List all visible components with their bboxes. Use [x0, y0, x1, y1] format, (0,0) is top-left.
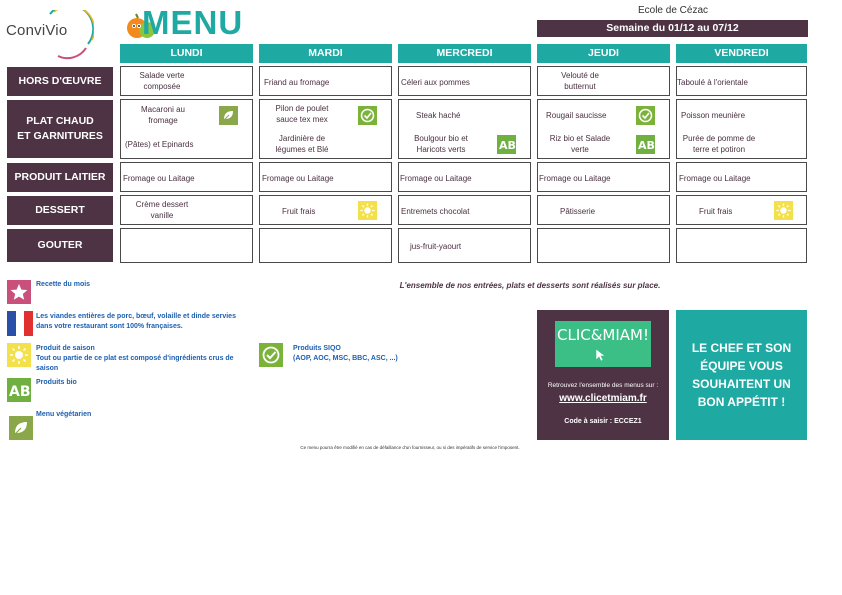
clicetmiam-logo-text: CLIC&MIAM! [556, 326, 649, 344]
menu-cell [537, 66, 670, 96]
dish-line: sauce tex mex [276, 115, 328, 124]
legend-line: Tout ou partie de ce plat est composé d'ingrédients crus de [36, 355, 234, 362]
menu-cell [537, 99, 670, 159]
bio-ab-icon [636, 135, 655, 154]
dish-text [121, 104, 205, 126]
legend-line: Produits SIQO [293, 345, 341, 352]
dish-text [677, 133, 761, 155]
svg-text:AB: AB [499, 139, 516, 152]
legend-vegetarien: Menu végétarien [36, 411, 92, 418]
row-label: DESSERT [35, 204, 85, 216]
clicetmiam-code: Code à saisir : ECCEZ1 [564, 418, 642, 425]
chef-message-text: LE CHEF ET SON ÉQUIPE VOUS SOUHAITENT UN BON APPÉTIT ! [691, 341, 792, 409]
dish-line: Haricots verts [416, 145, 466, 154]
siqo-check-icon [358, 106, 377, 125]
menu-cell [676, 66, 807, 96]
dish-text: (Pâtes) et Epinards [125, 140, 194, 149]
legend-line: saison [36, 365, 59, 372]
legend-line: Produit de saison [36, 345, 95, 352]
bio-ab-icon [7, 378, 31, 402]
row-label: HORS D'ŒUVRE [18, 75, 102, 87]
clicetmiam-info: Retrouvez l'ensemble des menus sur : [547, 382, 659, 389]
dish-line: Jardinière de [278, 134, 326, 143]
clicetmiam-link[interactable]: www.clicetmiam.fr [559, 393, 647, 404]
school-name: Ecole de Cézac [637, 5, 709, 16]
season-sun-icon [358, 201, 377, 220]
menu-cell [259, 162, 392, 192]
dish-text [260, 103, 344, 125]
day-header-mardi: MARDI [259, 44, 392, 63]
menu-cell [259, 99, 392, 159]
menu-cell [120, 228, 253, 263]
siqo-check-icon [259, 343, 283, 367]
svg-text:AB: AB [9, 384, 31, 400]
menu-cell [120, 195, 253, 225]
dish-text: Entremets chocolat [401, 207, 470, 216]
menu-cell [676, 228, 807, 263]
menu-cell [398, 66, 531, 96]
dish-text: Steak haché [416, 111, 461, 120]
vegetarian-icon [9, 416, 33, 440]
clicetmiam-logo [555, 321, 651, 367]
row-label: ET GARNITURES [17, 130, 103, 142]
dish-text [538, 70, 622, 92]
dish-line: composée [143, 82, 181, 91]
dish-text: Friand au fromage [264, 78, 330, 87]
dish-line: Salade verte [139, 71, 185, 80]
notice-text: L'ensemble de nos entrées, plats et desserts sont réalisés sur place. [399, 281, 661, 290]
season-sun-icon [7, 343, 31, 367]
bio-ab-icon [497, 135, 516, 154]
star-icon [7, 280, 31, 304]
dish-text: Fromage ou Laitage [539, 174, 611, 183]
dish-text [399, 133, 483, 155]
dish-line: Purée de pomme de [682, 134, 756, 143]
dish-line: légumes et Blé [275, 145, 329, 154]
chef-message [676, 310, 807, 440]
row-header-dessert [7, 196, 113, 225]
menu-cell [537, 195, 670, 225]
dish-line: butternut [564, 82, 596, 91]
dish-line: Macaroni au [140, 105, 186, 114]
menu-title-block [126, 4, 256, 44]
legend-line: dans votre restaurant sont 100% françaises. [36, 323, 183, 330]
day-header-lundi: LUNDI [120, 44, 253, 63]
dish-text: Fromage ou Laitage [679, 174, 751, 183]
dish-text: Céleri aux pommes [401, 78, 470, 87]
menu-cell [398, 195, 531, 225]
dish-text: Fromage ou Laitage [123, 174, 195, 183]
row-label: PLAT CHAUD [26, 115, 94, 127]
legend-recette: Recette du mois [36, 281, 91, 288]
menu-cell [120, 162, 253, 192]
legend-saison [36, 344, 256, 374]
dish-text: Taboulé à l'orientale [677, 78, 748, 87]
dish-text: Pâtisserie [560, 207, 596, 216]
menu-cell [676, 99, 807, 159]
legend-bio: Produits bio [36, 379, 77, 386]
dish-line: Boulgour bio et [414, 134, 468, 143]
menu-cell [259, 66, 392, 96]
menu-cell [676, 162, 807, 192]
menu-cell [120, 99, 253, 159]
row-label: GOUTER [37, 239, 83, 251]
dish-text: Rougail saucisse [546, 111, 607, 120]
week-banner: Semaine du 01/12 au 07/12 [537, 20, 808, 37]
dish-line: terre et potiron [692, 145, 746, 154]
row-header-plat-chaud [7, 100, 113, 158]
dish-text [260, 133, 344, 155]
menu-cell [676, 195, 807, 225]
legend-viandes [36, 312, 236, 332]
row-header-gouter [7, 229, 113, 262]
dish-text: Fromage ou Laitage [262, 174, 334, 183]
footnote: Ce menu pourra être modifié en cas de défaillance d'un fournisseur, ou si des impératifs de service l'imposent. [300, 445, 520, 450]
menu-cell [398, 228, 531, 263]
day-header-vendredi: VENDREDI [676, 44, 807, 63]
row-header-produit-laitier [7, 163, 113, 192]
legend-line: (AOP, AOC, MSC, BBC, ASC, ...) [293, 355, 398, 362]
svg-text:AB: AB [638, 139, 655, 152]
dish-text: Poisson meunière [681, 111, 746, 120]
dish-line: Riz bio et Salade [549, 134, 611, 143]
vegetarian-icon [219, 106, 238, 125]
menu-cell [259, 228, 392, 263]
dish-text [538, 133, 622, 155]
legend-siqo [293, 344, 398, 364]
logo-text: ConviVio [6, 22, 68, 39]
cursor-icon [593, 347, 609, 363]
menu-cell [537, 228, 670, 263]
dish-line: vanille [150, 211, 174, 220]
dish-line: fromage [148, 116, 178, 125]
dish-line: Pilon de poulet [275, 104, 329, 113]
menu-cell [398, 99, 531, 159]
row-label: PRODUIT LAITIER [14, 171, 106, 183]
menu-cell [259, 195, 392, 225]
dish-text: Fromage ou Laitage [400, 174, 472, 183]
legend-line: Les viandes entières de porc, bœuf, volaille et dinde servies [36, 313, 236, 320]
dish-text [121, 70, 203, 92]
page-title: MENU [142, 4, 244, 41]
dish-text [121, 199, 203, 221]
menu-cell [398, 162, 531, 192]
dish-text: Fruit frais [282, 207, 316, 216]
day-header-mercredi: MERCREDI [398, 44, 531, 63]
dish-line: verte [571, 145, 589, 154]
dish-text: Fruit frais [699, 207, 733, 216]
convivio-logo [6, 8, 92, 58]
day-header-jeudi: JEUDI [537, 44, 670, 63]
dish-text: jus-fruit-yaourt [410, 242, 462, 251]
dish-line: Crème dessert [135, 200, 189, 209]
season-sun-icon [774, 201, 793, 220]
french-flag-icon [7, 311, 33, 336]
dish-line: Velouté de [561, 71, 599, 80]
clicetmiam-box [537, 310, 669, 440]
siqo-check-icon [636, 106, 655, 125]
menu-cell [120, 66, 253, 96]
row-header-hors-doeuvre [7, 67, 113, 96]
menu-cell [537, 162, 670, 192]
